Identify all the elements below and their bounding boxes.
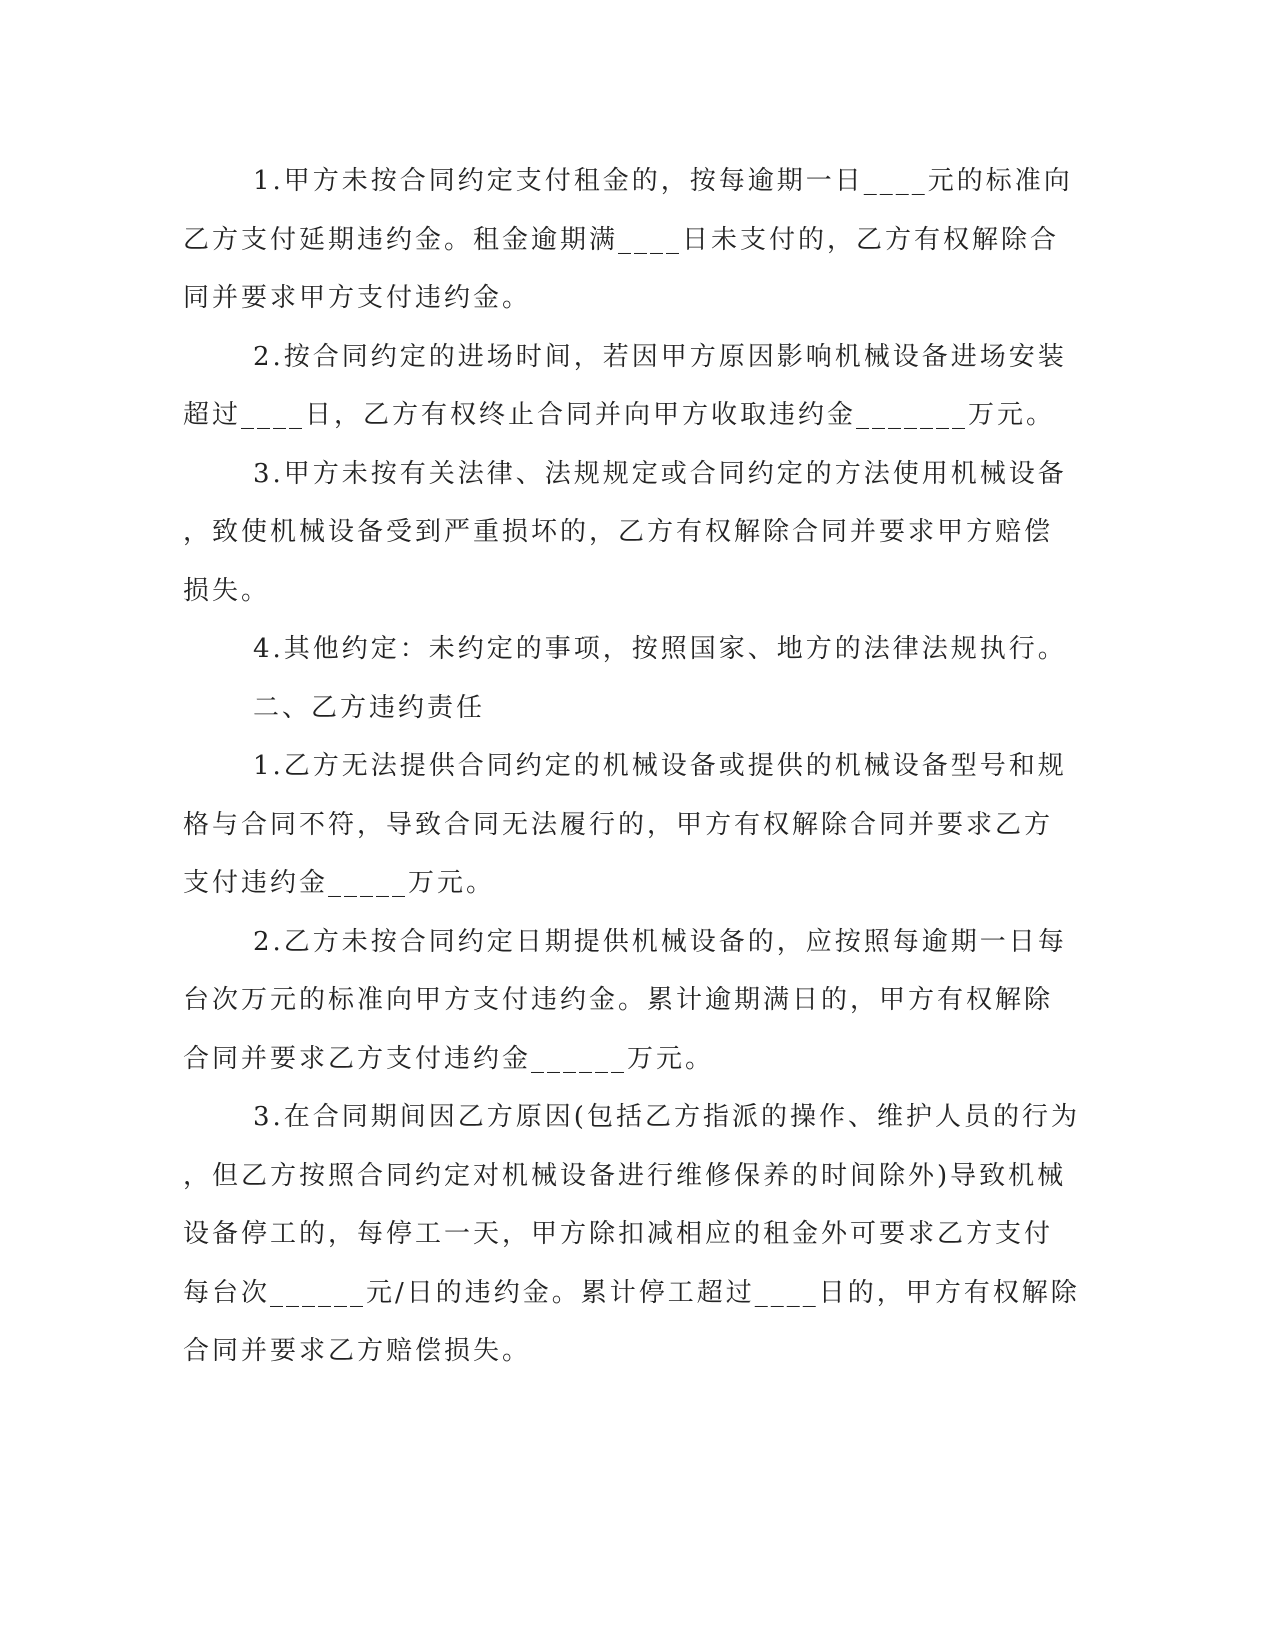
text-line: 乙方支付延期违约金。租金逾期满____日未支付的，乙方有权解除合	[183, 224, 1060, 255]
text-line: ，致使机械设备受到严重损坏的，乙方有权解除合同并要求甲方赔偿	[183, 517, 1054, 547]
document-page	[183, 152, 1080, 1381]
text-line: 4.其他约定：未约定的事项，按照国家、地方的法律法规执行。	[253, 634, 1067, 664]
text-line: 设备停工的，每停工一天，甲方除扣减相应的租金外可要求乙方支付	[183, 1219, 1054, 1249]
text-line: 合同并要求乙方赔偿损失。	[183, 1336, 532, 1366]
section-heading: 二、乙方违约责任	[253, 692, 486, 723]
text-line: 1.甲方未按合同约定支付租金的，按每逾期一日____元的标准向	[253, 166, 1073, 196]
text-line: 2.乙方未按合同约定日期提供机械设备的，应按照每逾期一日每	[253, 926, 1067, 957]
text-line: 损失。	[183, 575, 271, 606]
text-line: 3.甲方未按有关法律、法规规定或合同约定的方法使用机械设备	[253, 458, 1067, 489]
text-line: 格与合同不符，导致合同无法履行的，甲方有权解除合同并要求乙方	[183, 809, 1054, 840]
text-line: 超过____日，乙方有权终止合同并向甲方收取违约金_______万元。	[183, 400, 1056, 430]
text-line: 1.乙方无法提供合同约定的机械设备或提供的机械设备型号和规	[253, 751, 1067, 781]
text-line: 同并要求甲方支付违约金。	[183, 283, 532, 313]
text-line: 3.在合同期间因乙方原因(包括乙方指派的操作、维护人员的行为	[253, 1102, 1080, 1132]
text-line: 2.按合同约定的进场时间，若因甲方原因影响机械设备进场安装	[253, 341, 1067, 372]
text-line: ，但乙方按照合同约定对机械设备进行维修保养的时间除外)导致机械	[183, 1160, 1067, 1191]
text-line: 支付违约金_____万元。	[183, 868, 496, 898]
text-line: 台次万元的标准向甲方支付违约金。累计逾期满日的，甲方有权解除	[183, 985, 1054, 1015]
text-line: 合同并要求乙方支付违约金______万元。	[183, 1043, 715, 1074]
text-line: 每台次______元/日的违约金。累计停工超过____日的，甲方有权解除	[183, 1277, 1080, 1308]
